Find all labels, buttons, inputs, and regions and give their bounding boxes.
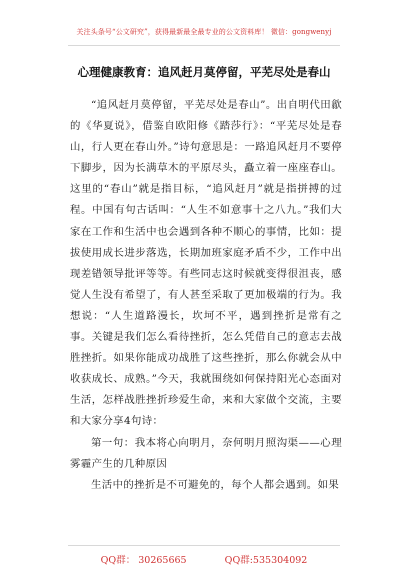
footer-qq-group-2: QQ群:535304092 [224,555,308,566]
body-paragraph-intro: “追风赶月莫停留，平芜尽处是春山”。出自明代田歙的《华夏说》，借鉴自欧阳修《踏莎行》：“平芜尽处是春山，行人更在春山外。”诗句意思是：一路追风赶月不要停下脚步，因为长满草木的平原尽头，矗立着一座座春山。这里的“春山”就是指目标，“追风赶月”就是指拼搏的过程。中国有句古话叫：“人生不如意事十之八九。”我们大家在工作和生活中也会遇到各种不顺心的事情，比如：提拔使用成长进步落选，长期加班家庭矛盾不少，工作中出现差错领导批评等等。有些同志这时候就变得很沮丧，感觉人生没有希望了，有人甚至采取了更加极端的行为。我想说：“人生道路漫长，坎坷不平，遇到挫折是常有之事。关键是我们怎么看待挫折，怎么凭借自己的意志去战胜挫折。如果你能成功战胜了这些挫折，那么你就会从中收获成长、成熟。”今天，我就围绕如何保持阳光心态面对生活，怎样战胜挫折珍爱生命，来和大家做个交流，主要和大家分享4句诗： [70,99,342,428]
document-title: 心理健康教育：追风赶月莫停留，平芜尽处是春山 [77,65,331,79]
footer [0,552,408,566]
body-paragraph-first-line: 第一句：我本将心向明月，奈何明月照沟渠——心理雾霾产生的几种原因 [70,436,342,470]
footer-qq-group-1: QQ群： 30265665 [100,555,187,566]
document-body [70,95,342,496]
footer-divider [68,545,340,546]
body-paragraph-continuation: 生活中的挫折是不可避免的，每个人都会遇到。如果 [91,478,340,491]
header-divider [68,45,340,46]
header-banner: 关注头条号“公文研究”，获得最新最全最专业的公文资料库！ 微信：gongwenyj [76,28,332,36]
